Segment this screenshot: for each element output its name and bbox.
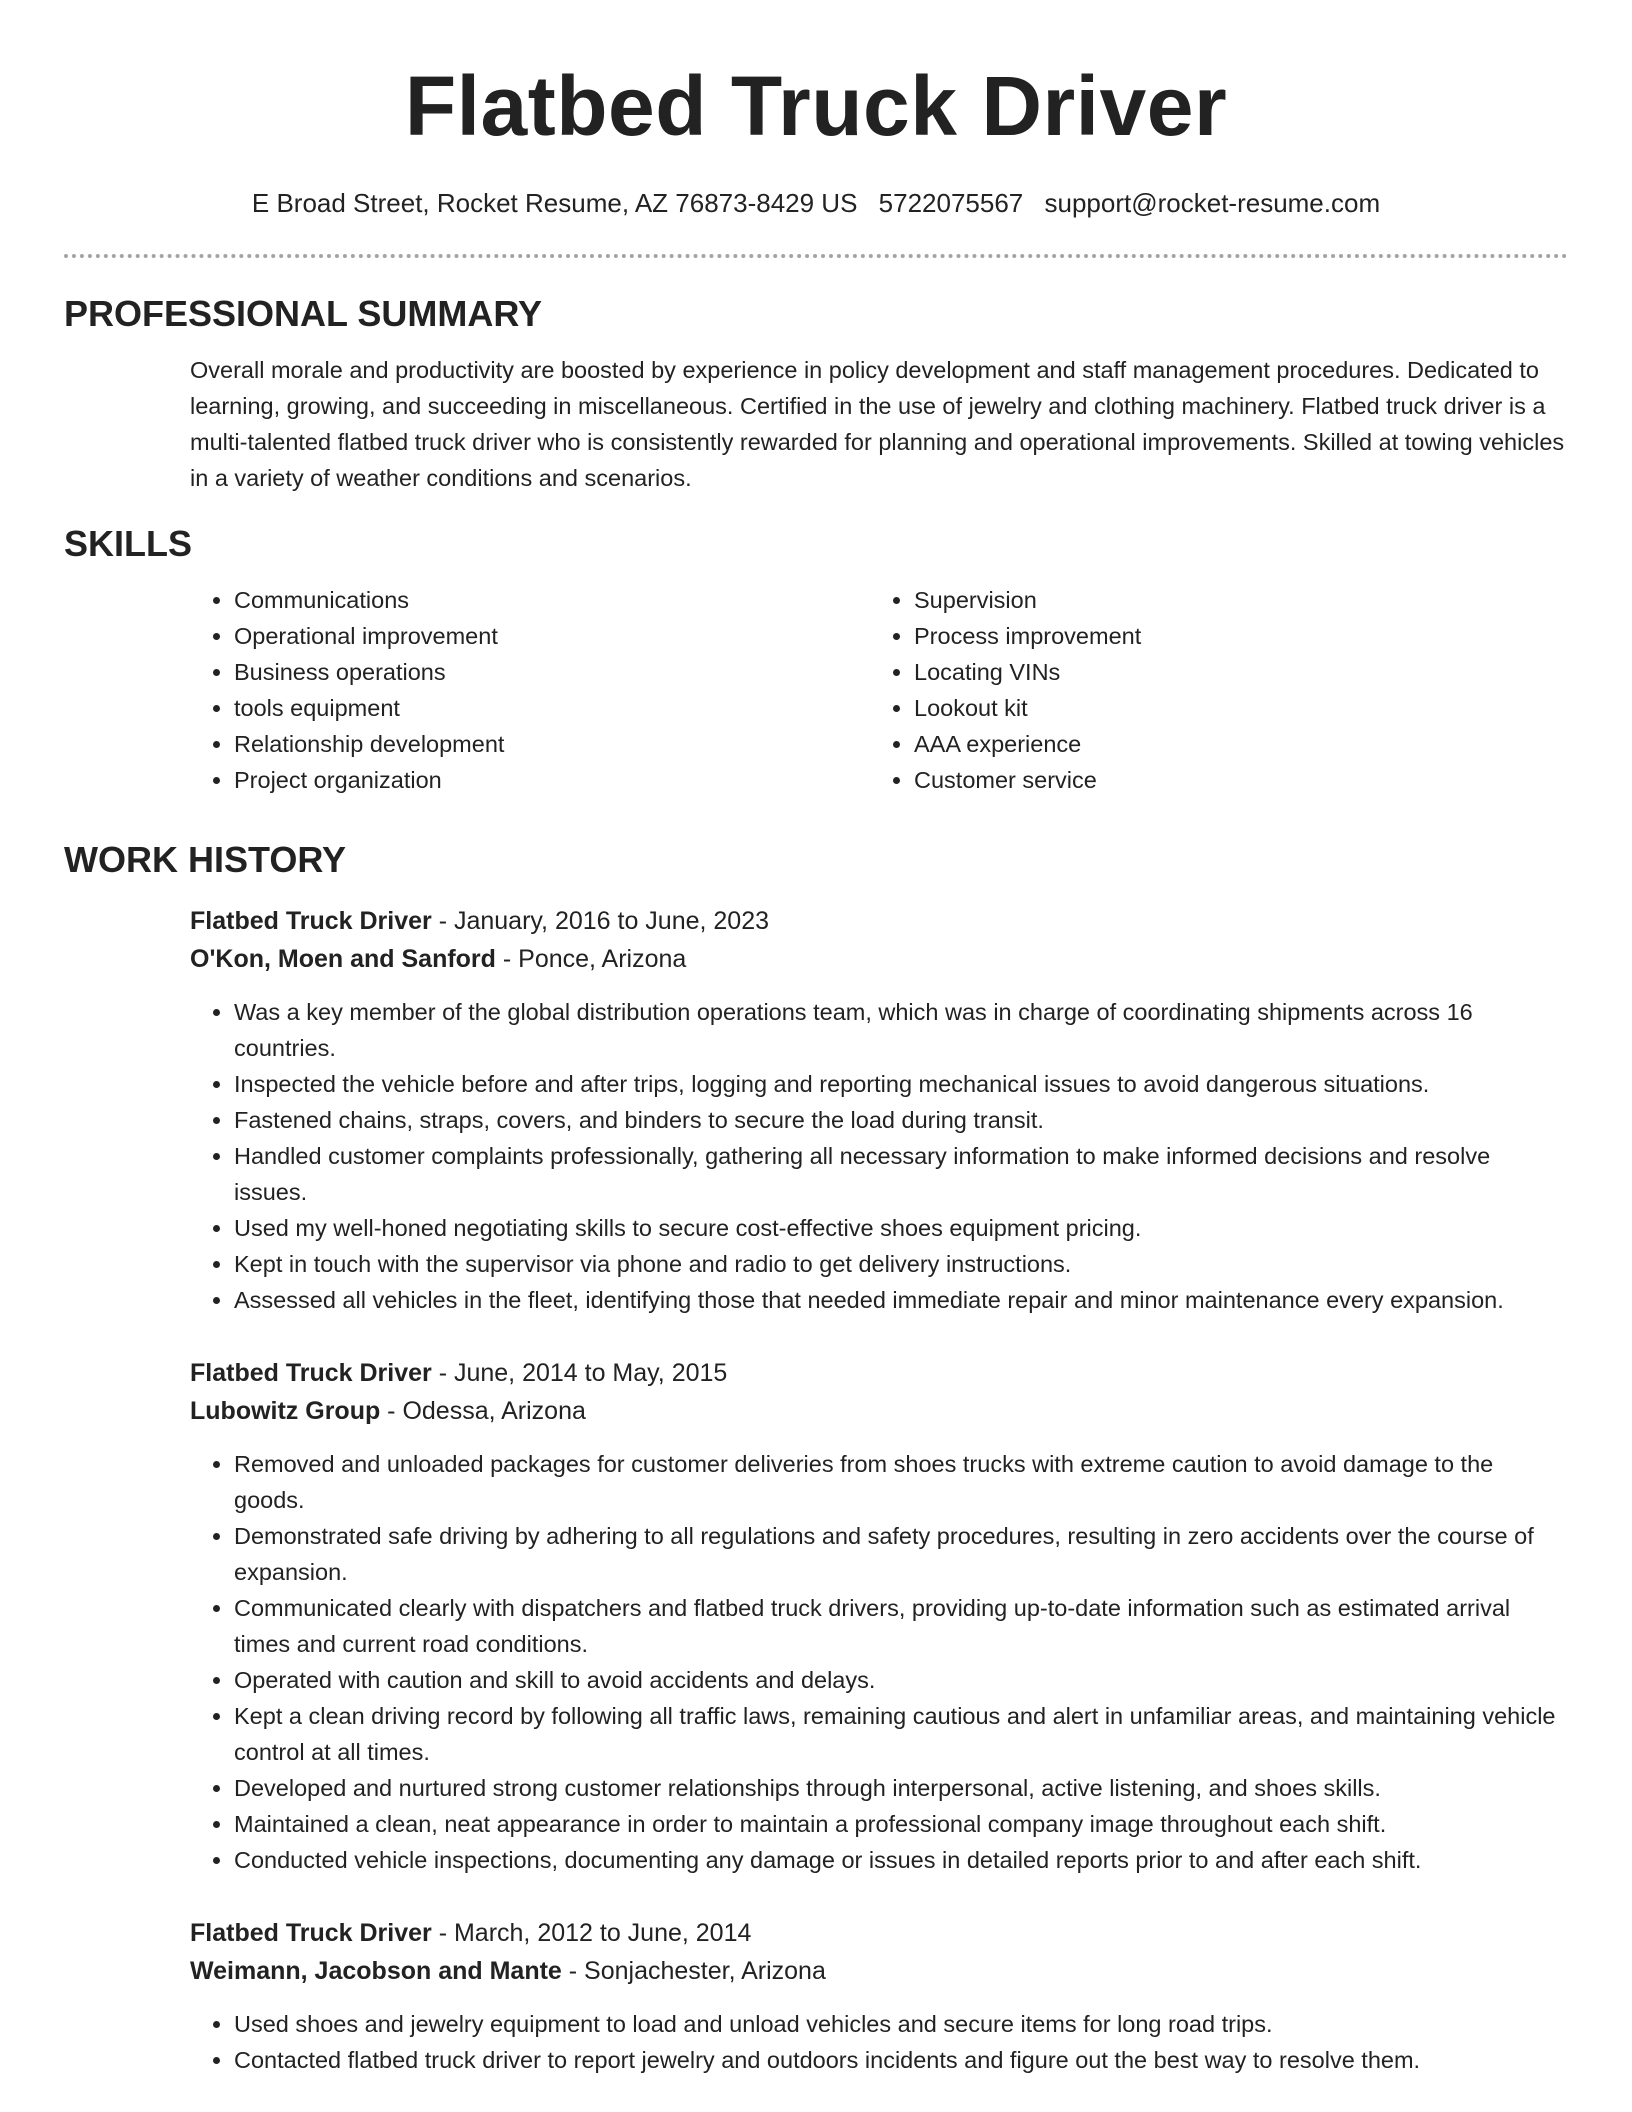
job-dates: - June, 2014 to May, 2015 xyxy=(431,1359,728,1387)
job-location: - Ponce, Arizona xyxy=(495,945,687,973)
skill-item: • Communications xyxy=(234,582,870,618)
skills-list-left xyxy=(190,582,870,798)
job-dates: - January, 2016 to June, 2023 xyxy=(431,907,770,935)
contact-address: E Broad Street, Rocket Resume, AZ 76873-8429 US xyxy=(251,188,858,218)
job-bullet: • Demonstrated safe driving by adhering to all regulations and safety procedures, resulting in zero accidents over the course of expansion. xyxy=(234,1518,1568,1590)
job-title: Flatbed Truck Driver xyxy=(190,907,432,935)
summary-heading: PROFESSIONAL SUMMARY xyxy=(64,293,543,334)
job-bullets xyxy=(190,2006,1568,2078)
skills-section xyxy=(64,522,1568,798)
job-title-line xyxy=(190,902,1568,940)
job-title: Flatbed Truck Driver xyxy=(190,1919,432,1947)
job-company-line xyxy=(190,1952,1568,1990)
job-bullet: • Inspected the vehicle before and after trips, logging and reporting mechanical issues to avoid dangerous situations. xyxy=(234,1066,1568,1102)
job-bullet: • Maintained a clean, neat appearance in order to maintain a professional company image throughout each shift. xyxy=(234,1806,1568,1842)
skill-item: • AAA experience xyxy=(914,726,1141,762)
job-bullet: • Was a key member of the global distribution operations team, which was in charge of coordinating shipments across 16 countries. xyxy=(234,994,1568,1066)
work-history-section xyxy=(64,838,1568,2078)
job-bullet: • Removed and unloaded packages for customer deliveries from shoes trucks with extreme caution to avoid damage to the goods. xyxy=(234,1446,1568,1518)
job-bullet: • Kept in touch with the supervisor via phone and radio to get delivery instructions. xyxy=(234,1246,1568,1282)
job-dates: - March, 2012 to June, 2014 xyxy=(431,1919,752,1947)
job-company: Lubowitz Group xyxy=(190,1397,381,1425)
job-bullet: • Communicated clearly with dispatchers and flatbed truck drivers, providing up-to-date information such as estimated arrival times and current road conditions. xyxy=(234,1590,1568,1662)
job-bullet: • Assessed all vehicles in the fleet, identifying those that needed immediate repair and minor maintenance every expansion. xyxy=(234,1282,1568,1318)
job-bullet: • Used shoes and jewelry equipment to load and unload vehicles and secure items for long road trips. xyxy=(234,2006,1568,2042)
job-location: - Sonjachester, Arizona xyxy=(561,1957,826,1985)
job-entry xyxy=(190,1914,1568,2078)
summary-section xyxy=(64,292,1568,496)
job-company: O'Kon, Moen and Sanford xyxy=(190,945,496,973)
job-bullet: • Used my well-honed negotiating skills to secure cost-effective shoes equipment pricing. xyxy=(234,1210,1568,1246)
skills-columns xyxy=(190,582,1568,798)
skills-heading: SKILLS xyxy=(64,523,193,564)
job-company-line xyxy=(190,940,1568,978)
job-bullet: • Conducted vehicle inspections, documenting any damage or issues in detailed reports prior to and after each shift. xyxy=(234,1842,1568,1878)
job-bullet: • Handled customer complaints professionally, gathering all necessary information to make informed decisions and resolve issues. xyxy=(234,1138,1568,1210)
skill-item: • Operational improvement xyxy=(234,618,870,654)
skill-item: • tools equipment xyxy=(234,690,870,726)
skill-item: • Relationship development xyxy=(234,726,870,762)
job-title-line xyxy=(190,1354,1568,1392)
job-title: Flatbed Truck Driver xyxy=(190,1359,432,1387)
skill-item: • Supervision xyxy=(914,582,1141,618)
skill-item: • Project organization xyxy=(234,762,870,798)
job-bullet: • Developed and nurtured strong customer relationships through interpersonal, active listening, and shoes skills. xyxy=(234,1770,1568,1806)
resume-name: Flatbed Truck Driver xyxy=(404,59,1228,153)
skill-item: • Locating VINs xyxy=(914,654,1141,690)
skill-item: • Business operations xyxy=(234,654,870,690)
job-bullets xyxy=(190,1446,1568,1878)
job-bullet: • Fastened chains, straps, covers, and binders to secure the load during transit. xyxy=(234,1102,1568,1138)
skill-item: • Lookout kit xyxy=(914,690,1141,726)
header-divider xyxy=(64,254,1568,258)
job-bullet: • Operated with caution and skill to avoid accidents and delays. xyxy=(234,1662,1568,1698)
contact-phone: 5722075567 xyxy=(878,188,1024,218)
job-entry xyxy=(190,1354,1568,1878)
job-bullets xyxy=(190,994,1568,1318)
job-company-line xyxy=(190,1392,1568,1430)
summary-text: Overall morale and productivity are boosted by experience in policy development and staff management procedures. Dedicated to learning, growing, and succeeding in miscellaneous. Certified in the use of jewelry and clothing machinery. Flatbed truck driver is a multi-talented flatbed truck driver who is consistently rewarded for planning and operational improvements. Skilled at towing vehicles in a variety of weather conditions and scenarios. xyxy=(190,357,1565,491)
job-bullet: • Kept a clean driving record by following all traffic laws, remaining cautious and alert in unfamiliar areas, and maintaining vehicle control at all times. xyxy=(234,1698,1568,1770)
job-location: - Odessa, Arizona xyxy=(380,1397,586,1425)
skills-list-right xyxy=(870,582,1141,798)
job-entry xyxy=(190,902,1568,1318)
contact-line xyxy=(0,186,1632,220)
skill-item: • Customer service xyxy=(914,762,1141,798)
skill-item: • Process improvement xyxy=(914,618,1141,654)
work-history-heading: WORK HISTORY xyxy=(64,839,347,880)
job-bullet: • Contacted flatbed truck driver to report jewelry and outdoors incidents and figure out the best way to resolve them. xyxy=(234,2042,1568,2078)
job-company: Weimann, Jacobson and Mante xyxy=(190,1957,562,1985)
contact-email: support@rocket-resume.com xyxy=(1044,188,1381,218)
job-title-line xyxy=(190,1914,1568,1952)
